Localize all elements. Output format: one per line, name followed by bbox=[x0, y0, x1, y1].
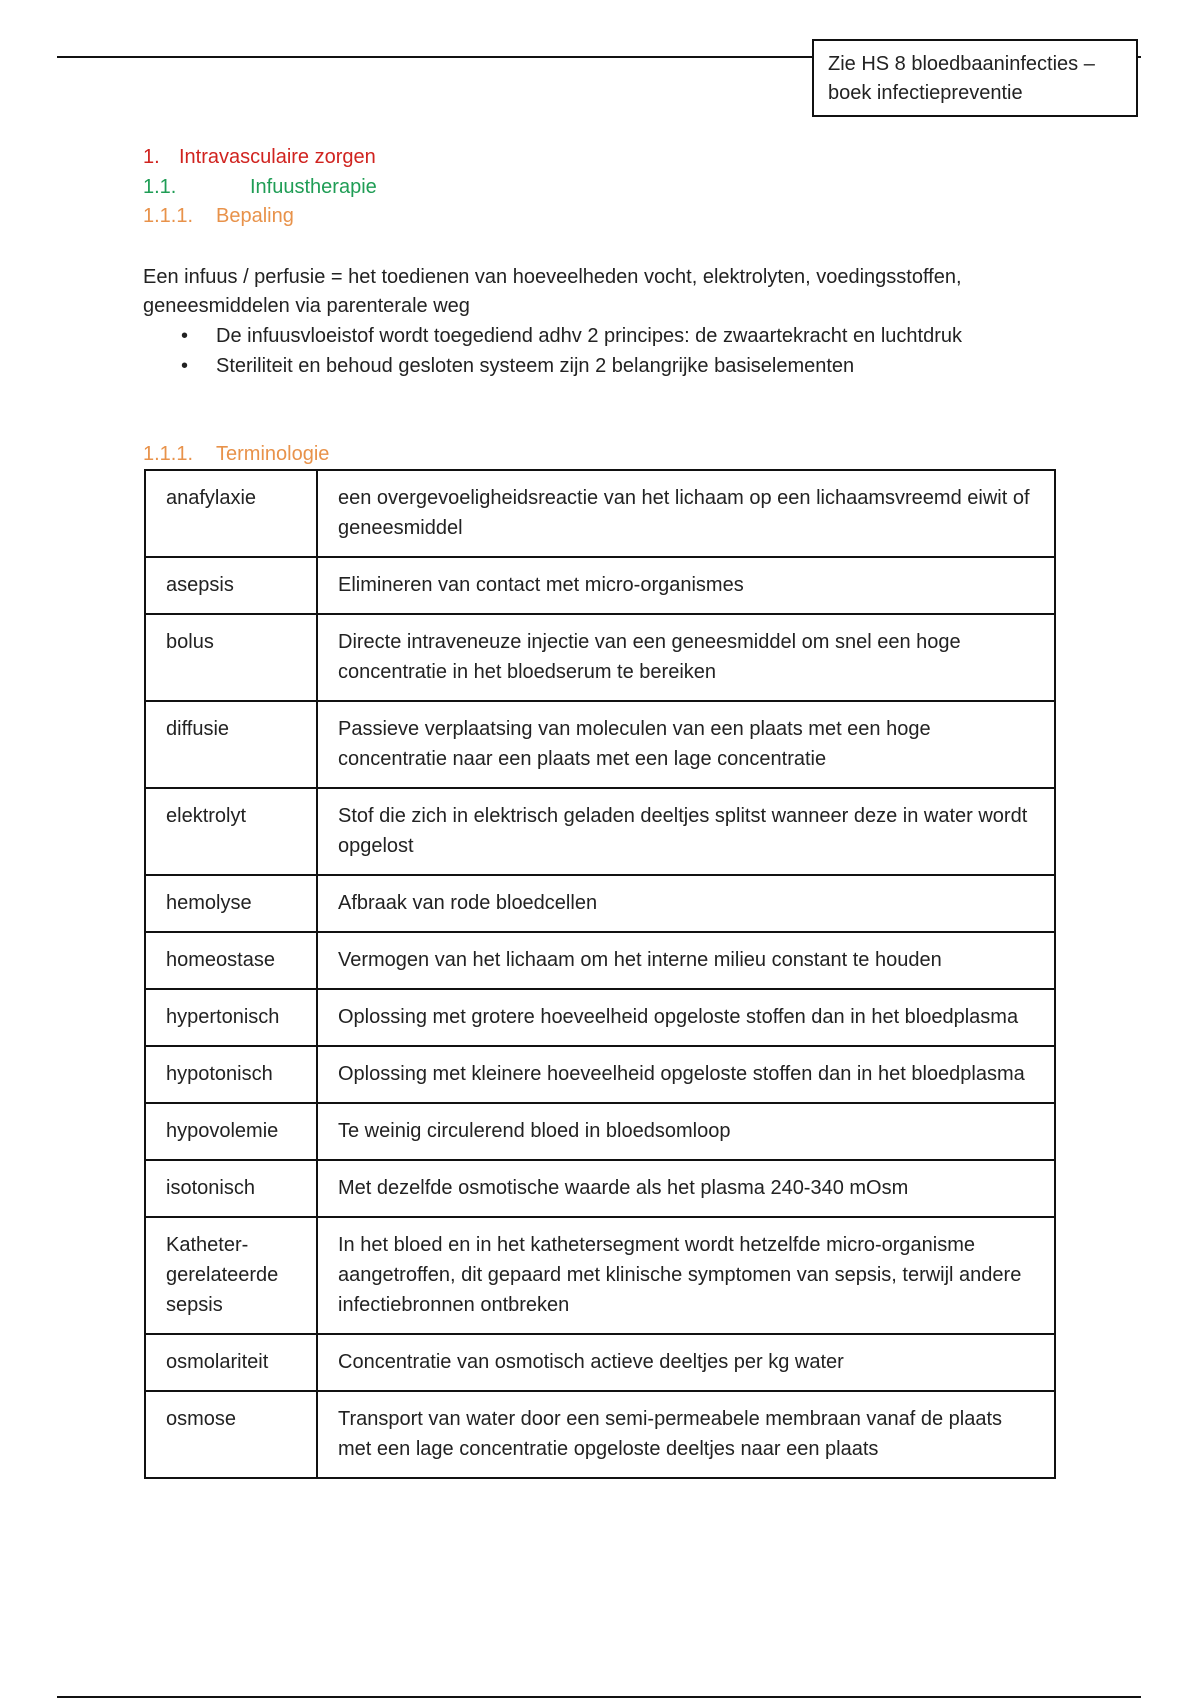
heading-text: Bepaling bbox=[216, 205, 294, 227]
table-row bbox=[145, 875, 1055, 932]
term-cell: hypovolemie bbox=[145, 1103, 317, 1160]
terminology-table bbox=[144, 469, 1056, 1479]
table-row bbox=[145, 1103, 1055, 1160]
definition-cell: Elimineren van contact met micro-organismes bbox=[317, 557, 1055, 614]
definition-cell: een overgevoeligheidsreactie van het lichaam op een lichaamsvreemd eiwit of geneesmiddel bbox=[317, 470, 1055, 557]
heading-text: Infuustherapie bbox=[250, 176, 377, 198]
term-cell: osmose bbox=[145, 1391, 317, 1478]
definition-cell: Oplossing met grotere hoeveelheid opgeloste stoffen dan in het bloedplasma bbox=[317, 989, 1055, 1046]
definition-cell: Oplossing met kleinere hoeveelheid opgeloste stoffen dan in het bloedplasma bbox=[317, 1046, 1055, 1103]
definition-cell: Te weinig circulerend bloed in bloedsomloop bbox=[317, 1103, 1055, 1160]
table-row bbox=[145, 932, 1055, 989]
intro-paragraph: Een infuus / perfusie = het toedienen van hoeveelheden vocht, elektrolyten, voedingsstoffen, geneesmiddelen via parenterale weg bbox=[143, 266, 962, 317]
definition-cell: Passieve verplaatsing van moleculen van een plaats met een hoge concentratie naar een plaats met een lage concentratie bbox=[317, 701, 1055, 788]
table-row bbox=[145, 989, 1055, 1046]
definition-cell: Directe intraveneuze injectie van een geneesmiddel om snel een hoge concentratie in het bloedserum te bereiken bbox=[317, 614, 1055, 701]
table-row bbox=[145, 1046, 1055, 1103]
term-cell: anafylaxie bbox=[145, 470, 317, 557]
table-row bbox=[145, 1391, 1055, 1478]
table-row bbox=[145, 470, 1055, 557]
term-cell: homeostase bbox=[145, 932, 317, 989]
table-row bbox=[145, 557, 1055, 614]
table-row bbox=[145, 1334, 1055, 1391]
table-row bbox=[145, 1160, 1055, 1217]
definition-cell: Vermogen van het lichaam om het interne milieu constant te houden bbox=[317, 932, 1055, 989]
term-cell: hemolyse bbox=[145, 875, 317, 932]
heading-number: 1.1. bbox=[143, 176, 177, 198]
term-cell: hypertonisch bbox=[145, 989, 317, 1046]
term-cell: bolus bbox=[145, 614, 317, 701]
bullet-text: De infuusvloeistof wordt toegediend adhv 2 principes: de zwaartekracht en luchtdruk bbox=[216, 325, 962, 347]
definition-cell: Stof die zich in elektrisch geladen deeltjes splitst wanneer deze in water wordt opgelost bbox=[317, 788, 1055, 875]
term-cell: asepsis bbox=[145, 557, 317, 614]
table-row bbox=[145, 788, 1055, 875]
term-cell: elektrolyt bbox=[145, 788, 317, 875]
reference-note-line-2: boek infectiepreventie bbox=[828, 82, 1023, 104]
definition-cell: Met dezelfde osmotische waarde als het plasma 240-340 mOsm bbox=[317, 1160, 1055, 1217]
heading-number: 1. bbox=[143, 146, 160, 168]
footer-rule bbox=[57, 1696, 1141, 1698]
definition-cell: Transport van water door een semi-permeabele membraan vanaf de plaats met een lage concentratie opgeloste deeltjes naar een plaats bbox=[317, 1391, 1055, 1478]
heading-number: 1.1.1. bbox=[143, 443, 194, 465]
heading-text: Intravasculaire zorgen bbox=[179, 146, 376, 168]
table-row bbox=[145, 701, 1055, 788]
definition-cell: In het bloed en in het kathetersegment wordt hetzelfde micro-organisme aangetroffen, dit gepaard met klinische symptomen van sepsis, terwijl andere infectiebronnen ontbreken bbox=[317, 1217, 1055, 1334]
definition-cell: Afbraak van rode bloedcellen bbox=[317, 875, 1055, 932]
term-cell: isotonisch bbox=[145, 1160, 317, 1217]
term-cell: hypotonisch bbox=[145, 1046, 317, 1103]
reference-note-line-1: Zie HS 8 bloedbaaninfecties – bbox=[828, 53, 1095, 75]
term-cell: Katheter-gerelateerde sepsis bbox=[145, 1217, 317, 1334]
bullet-icon: • bbox=[181, 325, 189, 347]
table-row bbox=[145, 1217, 1055, 1334]
bullet-icon: • bbox=[181, 355, 189, 377]
term-cell: diffusie bbox=[145, 701, 317, 788]
heading-number: 1.1.1. bbox=[143, 205, 194, 227]
heading-text: Terminologie bbox=[216, 443, 330, 465]
table-row bbox=[145, 614, 1055, 701]
bullet-text: Steriliteit en behoud gesloten systeem zijn 2 belangrijke basiselementen bbox=[216, 355, 855, 377]
term-cell: osmolariteit bbox=[145, 1334, 317, 1391]
definition-cell: Concentratie van osmotisch actieve deeltjes per kg water bbox=[317, 1334, 1055, 1391]
